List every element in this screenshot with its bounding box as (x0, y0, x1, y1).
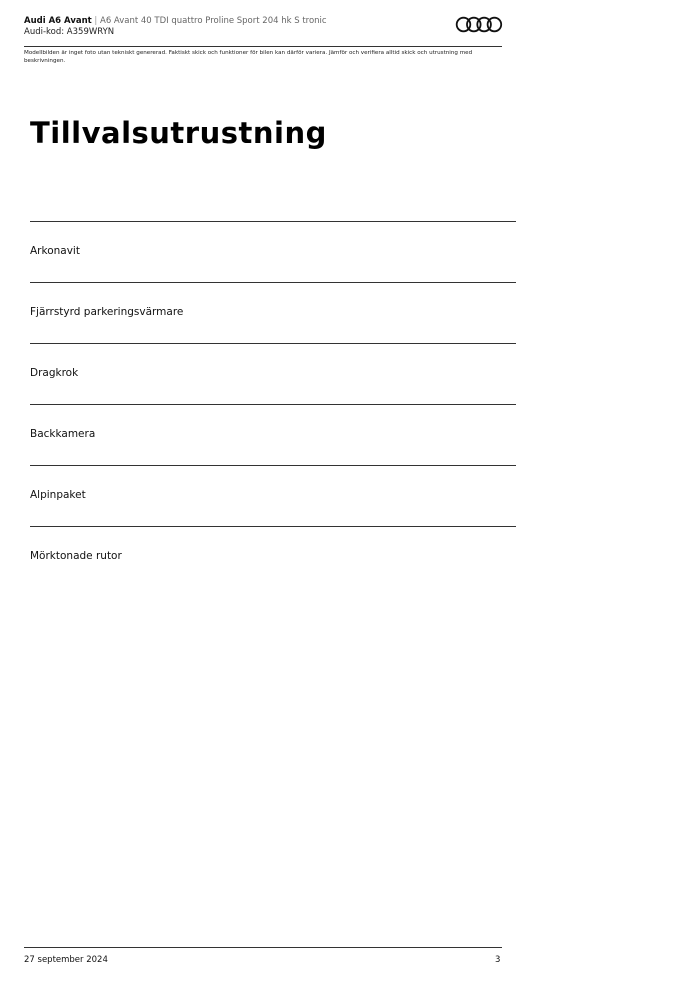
audi-code: Audi-kod: A359WRYN (24, 27, 115, 37)
list-item (30, 404, 516, 465)
option-label: Arkonavit (30, 245, 80, 257)
audi-rings-icon (455, 16, 503, 33)
list-item (30, 526, 516, 587)
disclaimer-text: Modellbilden är inget foto utan tekniskt genererad. Faktiskt skick och funktioner för bilen kan därför variera. Jämför och verifiera alltid skick och utrustning med beskrivningen. (24, 50, 473, 64)
document-header (24, 16, 502, 38)
list-item (30, 221, 516, 282)
footer-divider (24, 947, 502, 948)
option-label: Dragkrok (30, 367, 79, 379)
header-separator: | (91, 16, 100, 26)
model-variant: A6 Avant 40 TDI quattro Proline Sport 204 hk S tronic (100, 16, 327, 26)
list-item (30, 282, 516, 343)
option-label: Mörktonade rutor (30, 550, 122, 562)
page-title: Tillvalsutrustning (30, 116, 327, 150)
footer-date: 27 september 2024 (24, 955, 108, 965)
list-item (30, 343, 516, 404)
option-label: Backkamera (30, 428, 96, 440)
optional-equipment-list (30, 221, 516, 587)
list-item (30, 465, 516, 526)
header-divider (24, 46, 502, 47)
model-name: Audi A6 Avant (24, 16, 92, 26)
option-label: Alpinpaket (30, 489, 86, 501)
header-model-line (24, 16, 502, 27)
page-number: 3 (495, 955, 501, 965)
option-label: Fjärrstyrd parkeringsvärmare (30, 306, 184, 318)
